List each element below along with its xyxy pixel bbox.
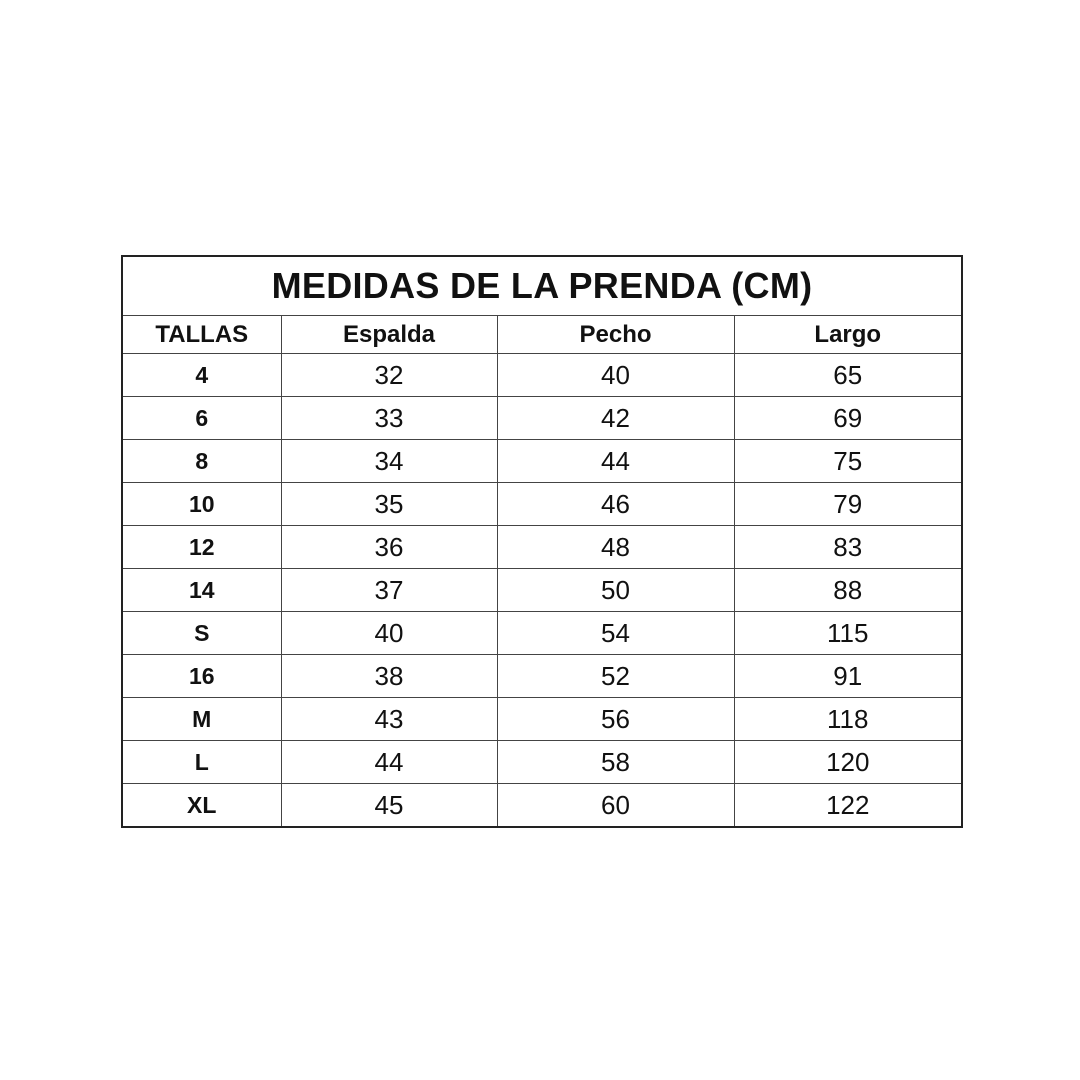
table-header-row <box>122 316 962 354</box>
back-cell: 37 <box>281 569 497 612</box>
chest-cell: 44 <box>497 440 734 483</box>
chest-cell: 60 <box>497 784 734 828</box>
length-cell: 83 <box>734 526 962 569</box>
table-row <box>122 784 962 828</box>
table-row <box>122 440 962 483</box>
length-cell: 115 <box>734 612 962 655</box>
size-cell: XL <box>122 784 281 828</box>
back-cell: 45 <box>281 784 497 828</box>
chest-cell: 56 <box>497 698 734 741</box>
back-cell: 36 <box>281 526 497 569</box>
size-chart-table <box>121 255 963 828</box>
table-row <box>122 397 962 440</box>
length-cell: 88 <box>734 569 962 612</box>
size-cell: 10 <box>122 483 281 526</box>
table-row <box>122 569 962 612</box>
length-cell: 69 <box>734 397 962 440</box>
table-row <box>122 741 962 784</box>
back-cell: 32 <box>281 354 497 397</box>
size-cell: 8 <box>122 440 281 483</box>
table-row <box>122 483 962 526</box>
chest-cell: 48 <box>497 526 734 569</box>
back-cell: 34 <box>281 440 497 483</box>
header-size: TALLAS <box>122 316 281 354</box>
chest-cell: 42 <box>497 397 734 440</box>
chest-cell: 46 <box>497 483 734 526</box>
length-cell: 75 <box>734 440 962 483</box>
back-cell: 35 <box>281 483 497 526</box>
table-title-row <box>122 256 962 316</box>
size-cell: 6 <box>122 397 281 440</box>
length-cell: 79 <box>734 483 962 526</box>
header-back: Espalda <box>281 316 497 354</box>
table-row <box>122 655 962 698</box>
length-cell: 91 <box>734 655 962 698</box>
back-cell: 40 <box>281 612 497 655</box>
table-row <box>122 698 962 741</box>
chest-cell: 54 <box>497 612 734 655</box>
header-length: Largo <box>734 316 962 354</box>
size-cell: S <box>122 612 281 655</box>
length-cell: 65 <box>734 354 962 397</box>
table-row <box>122 612 962 655</box>
length-cell: 120 <box>734 741 962 784</box>
size-cell: L <box>122 741 281 784</box>
size-cell: M <box>122 698 281 741</box>
chest-cell: 58 <box>497 741 734 784</box>
back-cell: 43 <box>281 698 497 741</box>
length-cell: 122 <box>734 784 962 828</box>
chest-cell: 40 <box>497 354 734 397</box>
header-chest: Pecho <box>497 316 734 354</box>
back-cell: 44 <box>281 741 497 784</box>
table-row <box>122 526 962 569</box>
chest-cell: 50 <box>497 569 734 612</box>
length-cell: 118 <box>734 698 962 741</box>
size-cell: 12 <box>122 526 281 569</box>
table-title: MEDIDAS DE LA PRENDA (CM) <box>122 256 962 316</box>
size-cell: 4 <box>122 354 281 397</box>
back-cell: 33 <box>281 397 497 440</box>
chest-cell: 52 <box>497 655 734 698</box>
size-cell: 16 <box>122 655 281 698</box>
table-row <box>122 354 962 397</box>
size-cell: 14 <box>122 569 281 612</box>
back-cell: 38 <box>281 655 497 698</box>
